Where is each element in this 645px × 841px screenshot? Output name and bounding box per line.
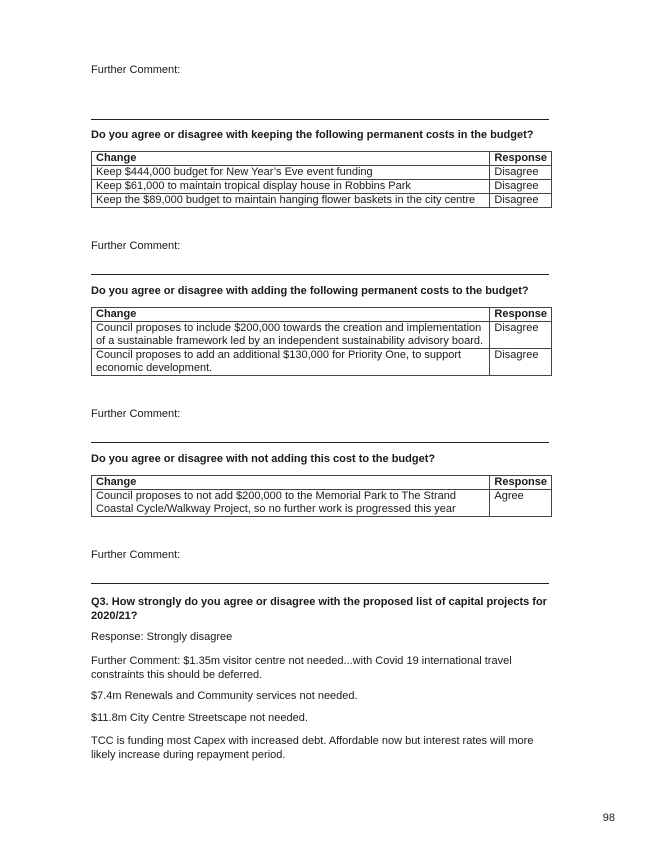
comment-line-renewals: $7.4m Renewals and Community services not needed. [91,690,358,702]
table-row [92,180,552,194]
table-header-row [92,476,552,490]
table-row [92,349,552,376]
change-cell: Council proposes to add an additional $130,000 for Priority One, to support economic development. [92,349,490,376]
further-comment-label: Further Comment: [91,549,181,561]
change-cell: Council proposes to not add $200,000 to the Memorial Park to The Strand Coastal Cycle/Walkway Project, so no further work is progressed this year [92,490,490,517]
page-number: 98 [602,812,615,824]
further-comment-label: Further Comment: [91,408,181,420]
column-header-response: Response [490,476,552,490]
question-capital-projects: Q3. How strongly do you agree or disagree with the proposed list of capital projects for 2020/21? [91,596,547,622]
response-text: Response: Strongly disagree [91,631,233,643]
table-row [92,322,552,349]
adding-costs-table [91,307,552,376]
further-comment-text: Further Comment: $1.35m visitor centre not needed...with Covid 19 international travel constraints this should be deferred. [91,655,512,681]
response-cell: Disagree [490,180,552,194]
change-cell: Keep $444,000 budget for New Year’s Eve event funding [92,166,490,180]
column-header-change: Change [92,152,490,166]
column-header-response: Response [490,152,552,166]
comment-rule [91,583,549,584]
comment-rule [91,119,549,120]
keeping-costs-table [91,151,552,208]
column-header-response: Response [490,308,552,322]
column-header-change: Change [92,308,490,322]
change-cell: Keep the $89,000 budget to maintain hanging flower baskets in the city centre [92,194,490,208]
response-cell: Disagree [490,194,552,208]
table-row [92,166,552,180]
table-header-row [92,152,552,166]
comment-rule [91,274,549,275]
question-not-adding-cost: Do you agree or disagree with not adding this cost to the budget? [91,453,436,465]
table-row [92,194,552,208]
response-cell: Disagree [490,322,552,349]
column-header-change: Change [92,476,490,490]
table-row [92,490,552,517]
change-cell: Keep $61,000 to maintain tropical display house in Robbins Park [92,180,490,194]
further-comment-label: Further Comment: [91,240,181,252]
not-adding-cost-table [91,475,552,517]
question-adding-costs: Do you agree or disagree with adding the following permanent costs to the budget? [91,285,529,297]
response-cell: Disagree [490,166,552,180]
question-keeping-costs: Do you agree or disagree with keeping the following permanent costs in the budget? [91,129,534,141]
response-cell: Disagree [490,349,552,376]
comment-rule [91,442,549,443]
change-cell: Council proposes to include $200,000 towards the creation and implementation of a sustainable framework led by an independent sustainability advisory board. [92,322,490,349]
comment-line-capex: TCC is funding most Capex with increased debt. Affordable now but interest rates will more likely increase during repayment period. [91,735,534,761]
table-header-row [92,308,552,322]
comment-line-streetscape: $11.8m City Centre Streetscape not needed. [91,712,308,724]
response-cell: Agree [490,490,552,517]
further-comment-label: Further Comment: [91,64,181,76]
